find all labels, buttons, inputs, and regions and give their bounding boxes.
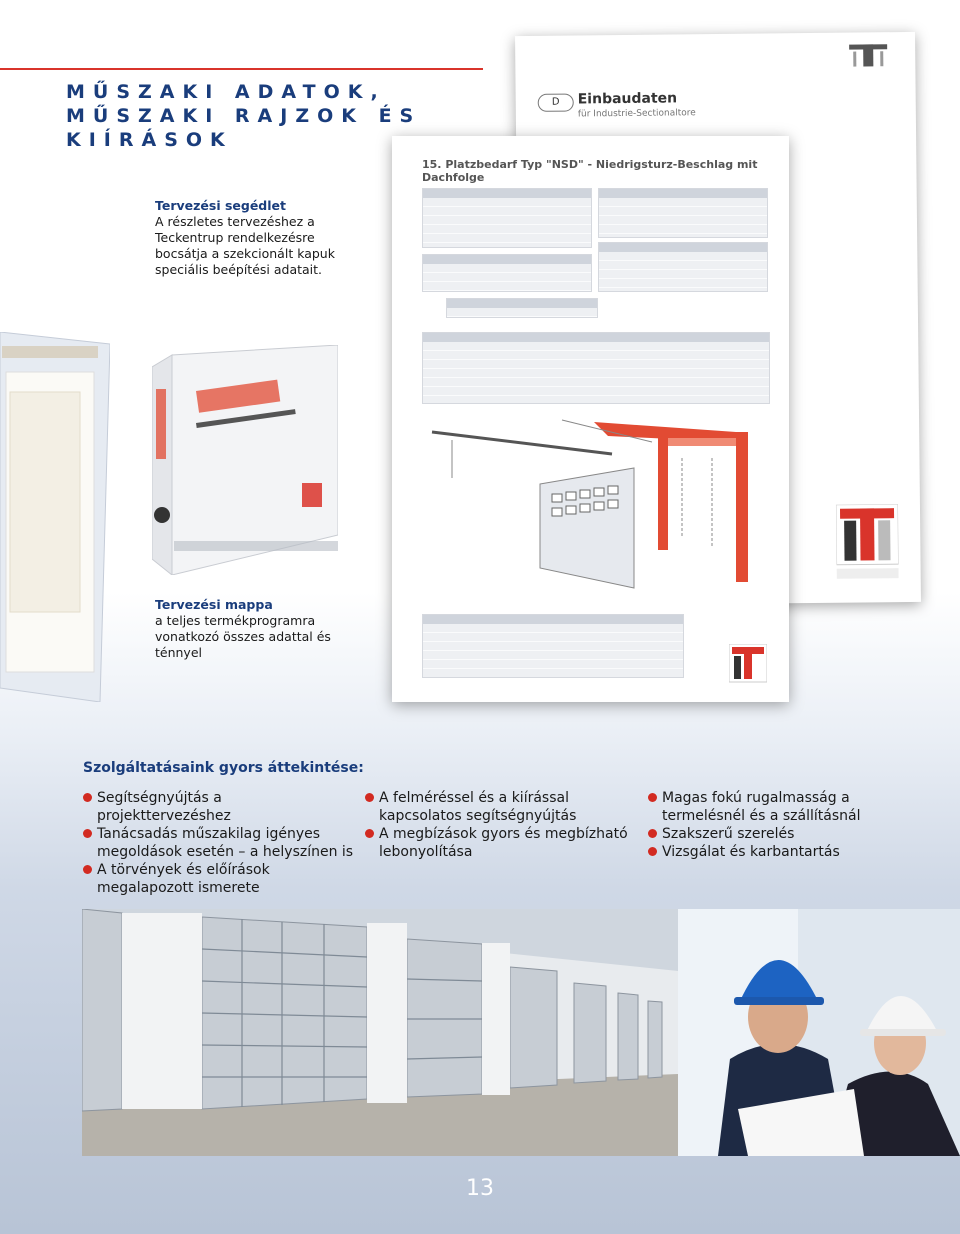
list-item [83, 789, 358, 825]
bullet-icon [83, 793, 92, 802]
warning-box [446, 298, 598, 318]
teckentrup-brand-small-icon [729, 644, 767, 690]
services-column-1 [83, 789, 358, 897]
list-item [365, 789, 635, 825]
bullet-icon [648, 829, 657, 838]
heading-line-2: MŰSZAKI RAJZOK ÉS [66, 105, 422, 127]
legend-table [422, 614, 684, 678]
bullet-icon [83, 829, 92, 838]
planning-folder-binder [152, 345, 338, 575]
space-requirement-sheet [392, 136, 789, 702]
bullet-icon [83, 865, 92, 874]
planning-folder-body: a teljes termékprogramra vonatkozó összes adattal és ténnyel [155, 613, 331, 660]
heading-line-3: KIÍRÁSOK [66, 129, 233, 151]
list-item [83, 825, 358, 861]
list-item-text: Tanácsadás műszakilag igényes megoldások esetén – a helyszínen is [97, 826, 354, 860]
industrial-doors-photo [82, 909, 678, 1156]
document-title: Einbaudaten [577, 90, 678, 108]
heading-line-1: MŰSZAKI ADATOK, [66, 81, 386, 103]
list-item [83, 861, 358, 897]
door-drawing [422, 418, 762, 598]
planning-folder-note [155, 597, 355, 661]
dimension-table-right [598, 242, 768, 292]
list-item-text: Szakszerű szerelés [662, 826, 795, 842]
planning-aid-note [155, 198, 355, 278]
list-item-text: A megbízások gyors és megbízható lebonyolítása [379, 826, 628, 860]
notes-table [422, 254, 592, 292]
teckentrup-brand-icon [836, 504, 899, 583]
top-rule [0, 68, 483, 70]
bullet-icon [648, 793, 657, 802]
planning-folder-title: Tervezési mappa [155, 597, 273, 612]
bullet-icon [365, 829, 374, 838]
planning-aid-body: A részletes tervezéshez a Teckentrup rendelkezésre bocsátja a szekcionált kapuk speciális beépítési adatait. [155, 214, 335, 277]
requirement-table-left [422, 188, 592, 248]
requirement-table-right [598, 188, 768, 238]
bullet-icon [648, 847, 657, 856]
services-column-2 [365, 789, 635, 861]
page-number: 13 [466, 1176, 494, 1201]
bearing-table [422, 332, 770, 404]
list-item-text: Magas fokú rugalmasság a termelésnél és a szállításnál [662, 790, 861, 824]
document-subtitle: für Industrie-Sectionaltore [577, 108, 696, 120]
language-badge: D [538, 93, 574, 111]
list-item [365, 825, 635, 861]
list-item-text: A törvények és előírások megalapozott ismerete [97, 862, 270, 896]
sheet-title: 15. Platzbedarf Typ "NSD" - Niedrigsturz-Beschlag mit Dachfolge [422, 158, 758, 184]
page-heading [66, 80, 421, 152]
list-item-text: Segítségnyújtás a projekttervezéshez [97, 790, 231, 824]
bullet-icon [365, 793, 374, 802]
list-item-text: Vizsgálat és karbantartás [662, 844, 840, 860]
list-item [648, 789, 923, 825]
list-item-text: A felméréssel és a kiírással kapcsolatos segítségnyújtás [379, 790, 577, 824]
planning-aid-title: Tervezési segédlet [155, 198, 286, 213]
list-item [648, 825, 923, 843]
engineers-photo [678, 909, 960, 1156]
services-heading: Szolgáltatásaink gyors áttekintése: [83, 760, 364, 776]
services-column-3 [648, 789, 923, 861]
software-screen-fragment [0, 332, 110, 702]
teckentrup-logo-icon [847, 42, 889, 68]
list-item [648, 843, 923, 861]
